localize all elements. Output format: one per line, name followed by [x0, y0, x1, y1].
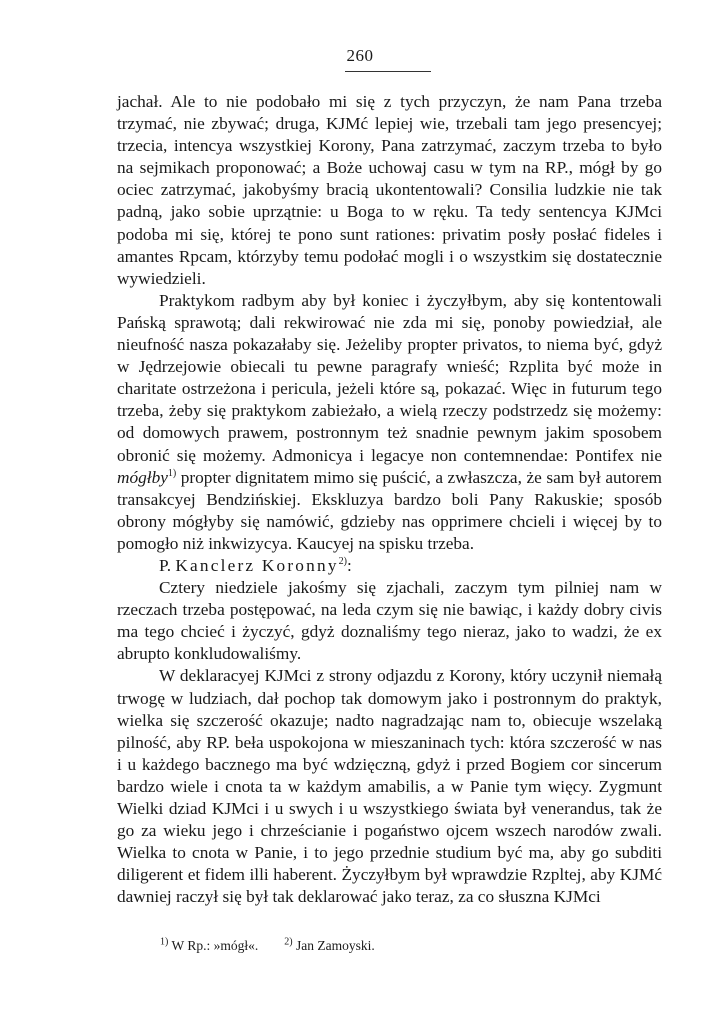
paragraph: Cztery niedziele jakośmy się zjachali, zaczym tym pilniej nam w rzeczach trzeba postępować, na leda czym się nie bawiąc, i każdy dobry civis ma tego chcieć i życzyć, gdyż doznaliśmy tego nieraz, jako to wadzi, że ex abrupto konkludowaliśmy. [117, 578, 662, 664]
footnotes [160, 937, 375, 955]
paragraph: jachał. Ale to nie podobało mi się z tych przyczyn, że nam Pana trzeba trzymać, nie zbywać; druga, KJMć lepiej wie, trzebali tam jego presencyej; trzecia, intencya wszystkiej Korony, Pana zatrzymać, zaczym trzeba to było na sejmikach proponować; a Boże uchowaj casu w tym na RP., mógł by go ociec zatrzymać, jakobyśmy bracią ukontentowali? Consilia ludzkie nie tak padną, jako sobie uprzątnie: u Boga to w ręku. Ta tedy sentencya KJMci podoba mi się, której te pono sunt rationes: privatim posły posłać fideles i amantes Rpcam, którzyby temu podołać mogli i o wszystkim się dostatecznie wywiedzieli. [117, 92, 662, 288]
speaker-heading [117, 555, 662, 577]
footnote-reference: 2) [338, 556, 348, 568]
page-number-rule [345, 71, 431, 72]
page-number: 260 [346, 46, 374, 65]
paragraph [117, 290, 662, 555]
speaker-name: Kanclerz Koronny [175, 555, 339, 575]
paragraph-text: Praktykom radbym aby był koniec i życzyłbym, aby się kontentowali Pańską sprawotą; dali rekwirować nie zda mi się, ponoby powiedział, ale nieufność nasza pokazałaby się. Jeżeliby propter privatos, to niema być, gdyż w Jędrzejowie obiecali tu pewne paragrafy wnieść; Rzplita być może in charitate ostrzeżona i pericula, jeżeli które są, pokazać. Więc in futurum tego trzeba, żeby się praktykom zabieżało, a wielą rzeczy podstrzedz się możemy: od domowych prawem, postronnym też snadnie pewnym jakim sposobem obronić się możemy. Admonicya i legacye non contemnendae: Pontifex nie [117, 290, 662, 465]
footnote-mark: 1) [160, 936, 169, 948]
emphasized-word: mógłby [117, 467, 168, 487]
paragraph: W deklaracyej KJMci z strony odjazdu z Korony, który uczynił niemałą trwogę w ludziach, dał pochop tak domowym jako i postronnym do praktyk, wielka się szczerość okazuje; nadto nagradzając nam to, obiecuje wszelaką pilność, aby RP. beła uspokojona w mieszaninach tych: która szczerość w nas i u każdego bacznego ma być wdzięczną, gdyż i przed Bogiem cor sincerum bardzo wiele i cnota ta w każdym amabilis, a w Panie tym więcy. Zygmunt Wielki dziad KJMci i u swych i u wszystkiego świata był venerandus, tak że go za wieku jego i chrześcianie i pogaństwo ojcem wszech narodów zwali. Wielka to cnota w Panie, i to jego przednie studium być ma, aby go subditi diligerent et fidem illi haberent. Życzyłbym był wprawdzie Rzpltej, aby KJMć dawniej raczył się był tak deklarować jako teraz, za co słuszna KJMci [117, 666, 662, 907]
footnote-mark: 2) [284, 936, 293, 948]
speaker-prefix: P. [159, 555, 176, 575]
speaker-suffix: : [347, 555, 352, 575]
body-text [117, 91, 662, 908]
footnote-text: W Rp.: »mógł«. [171, 938, 259, 953]
footnote-reference: 1) [167, 467, 177, 479]
footnote-text: Jan Zamoyski. [295, 938, 375, 953]
paragraph-text: propter dignitatem mimo się puścić, a zwłaszcza, że sam był autorem transakcyej Bendzińskiej. Ekskluzya bardzo boli Pany Rakuskie; sposób obrony mógłyby się namówić, gdzieby nas opprimere chcieli i więcej by to pomogło niż inkwizycya. Kaucyej na spisku trzeba. [117, 467, 662, 553]
